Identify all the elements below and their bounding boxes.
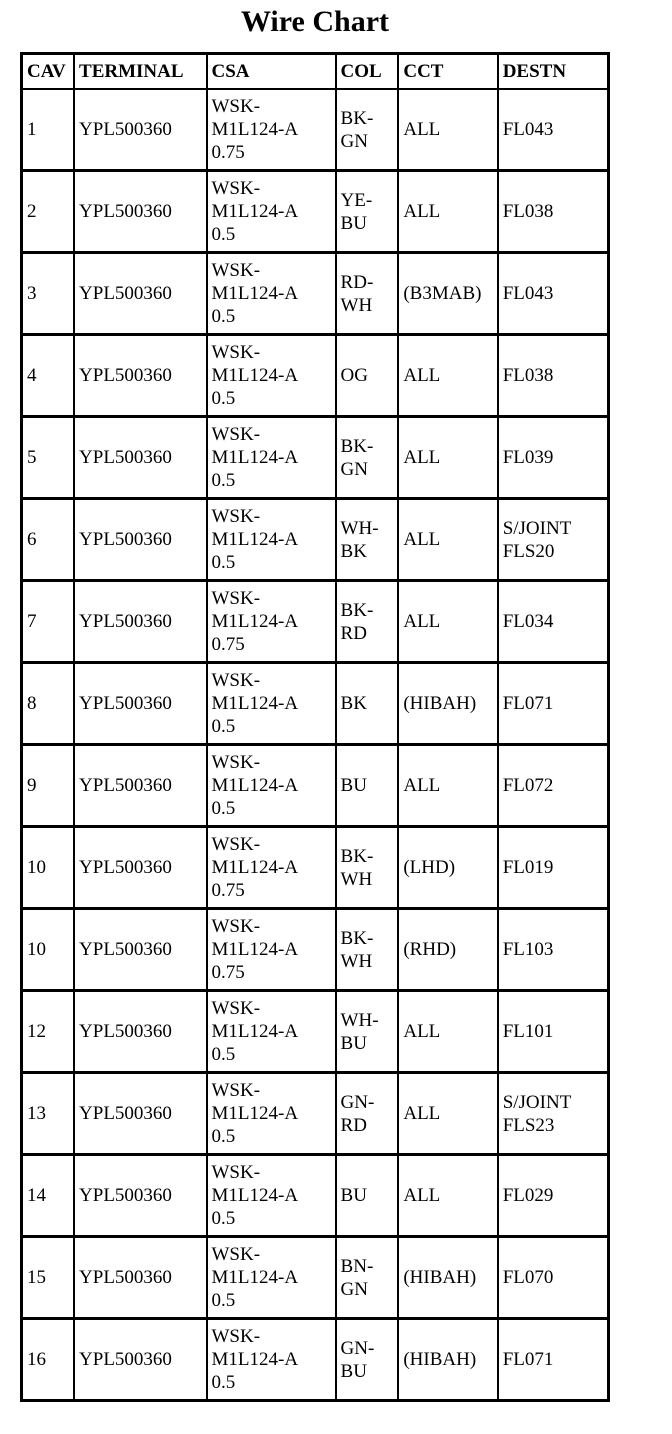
table-row <box>22 1237 609 1319</box>
cell-destn <box>498 499 609 581</box>
cell-col-text: YE- <box>340 189 373 211</box>
header-cav: CAV <box>22 54 75 90</box>
cell-csa-text: WSK- <box>211 670 261 691</box>
cell-csa-text: M1L124-A <box>211 693 299 714</box>
cell-cav <box>22 909 75 991</box>
cell-destn-text: FL039 <box>502 447 554 468</box>
cell-cav-text: 2 <box>27 201 37 222</box>
cell-terminal-text: YPL500360 <box>79 1021 172 1042</box>
cell-destn <box>498 991 609 1073</box>
cell-csa-text: 0.5 <box>211 1290 236 1311</box>
cell-csa-text: M1L124-A <box>211 1021 299 1042</box>
header-row <box>22 54 609 90</box>
cell-terminal-text: YPL500360 <box>79 775 172 796</box>
cell-cct <box>398 581 497 663</box>
cell-cav <box>22 335 75 417</box>
cell-terminal-text: YPL500360 <box>79 1103 172 1124</box>
table-row <box>22 991 609 1073</box>
table-row <box>22 89 609 171</box>
cell-cct <box>398 1237 497 1319</box>
cell-csa-text: 0.5 <box>211 1044 236 1065</box>
cell-csa-text: WSK- <box>211 1080 261 1101</box>
cell-csa-text: 0.5 <box>211 1372 236 1393</box>
cell-csa-text: M1L124-A <box>211 1103 299 1124</box>
cell-col-text: RD <box>340 622 367 644</box>
cell-col <box>336 253 399 335</box>
cell-terminal <box>74 745 206 827</box>
cell-col <box>336 417 399 499</box>
table-row <box>22 171 609 253</box>
cell-destn <box>498 1319 609 1401</box>
cell-cct-text: (B3MAB) <box>403 283 482 304</box>
cell-cav <box>22 253 75 335</box>
cell-destn-text: FL029 <box>502 1185 554 1206</box>
table-row <box>22 745 609 827</box>
cell-csa-text: 0.5 <box>211 470 236 491</box>
cell-csa-text: WSK- <box>211 998 261 1019</box>
cell-destn-text: FL103 <box>502 939 554 960</box>
cell-cct <box>398 253 497 335</box>
cell-col-text: WH- <box>340 517 379 539</box>
cell-csa-text: 0.5 <box>211 798 236 819</box>
cell-destn-text: FL038 <box>502 201 554 222</box>
cell-destn-text: FL043 <box>502 283 554 304</box>
cell-cav <box>22 171 75 253</box>
cell-cct-text: ALL <box>403 611 441 632</box>
cell-terminal <box>74 1319 206 1401</box>
cell-cct <box>398 991 497 1073</box>
cell-csa-text: M1L124-A <box>211 529 299 550</box>
cell-csa-text: 0.5 <box>211 1126 236 1147</box>
cell-cct <box>398 1319 497 1401</box>
cell-destn-text: FL070 <box>502 1267 554 1288</box>
cell-cct-text: ALL <box>403 447 441 468</box>
cell-destn <box>498 417 609 499</box>
cell-csa-text: WSK- <box>211 916 261 937</box>
cell-col-text: BU <box>340 775 367 796</box>
cell-cav-text: 4 <box>27 365 37 386</box>
header-destn: DESTN <box>498 54 609 90</box>
cell-cav-text: 10 <box>27 939 46 960</box>
cell-col <box>336 89 399 171</box>
cell-destn-text: FL019 <box>502 857 554 878</box>
cell-csa-text: M1L124-A <box>211 857 299 878</box>
cell-col-text: WH- <box>340 1009 379 1031</box>
cell-cav <box>22 1155 75 1237</box>
cell-col <box>336 581 399 663</box>
cell-csa-text: WSK- <box>211 260 261 281</box>
cell-destn-text: FL038 <box>502 365 554 386</box>
cell-col-text: BN- <box>340 1255 374 1277</box>
cell-terminal-text: YPL500360 <box>79 201 172 222</box>
cell-csa-text: WSK- <box>211 1326 261 1347</box>
cell-destn-text: FL043 <box>502 119 554 140</box>
cell-col-text: BK- <box>340 599 374 621</box>
cell-cct-text: ALL <box>403 119 441 140</box>
cell-cct <box>398 1155 497 1237</box>
cell-cav <box>22 1319 75 1401</box>
cell-csa-text: M1L124-A <box>211 611 299 632</box>
header-terminal: TERMINAL <box>74 54 206 90</box>
cell-terminal-text: YPL500360 <box>79 857 172 878</box>
cell-cct <box>398 499 497 581</box>
cell-col-text: BK- <box>340 107 374 129</box>
cell-csa-text: 0.5 <box>211 388 236 409</box>
cell-cct-text: ALL <box>403 529 441 550</box>
cell-cav-text: 12 <box>27 1021 46 1042</box>
cell-col <box>336 663 399 745</box>
cell-terminal-text: YPL500360 <box>79 447 172 468</box>
cell-cct-text: (HIBAH) <box>403 693 477 714</box>
cell-destn-text: FLS20 <box>502 540 555 562</box>
cell-cct <box>398 89 497 171</box>
cell-csa-text: WSK- <box>211 1244 261 1265</box>
cell-csa <box>207 1073 336 1155</box>
cell-col <box>336 1073 399 1155</box>
cell-col-text: BU <box>340 1185 367 1206</box>
cell-terminal <box>74 909 206 991</box>
cell-csa <box>207 909 336 991</box>
cell-cav <box>22 89 75 171</box>
cell-destn-text: FL071 <box>502 1349 554 1370</box>
cell-col-text: GN- <box>340 1337 375 1359</box>
cell-csa <box>207 581 336 663</box>
cell-destn <box>498 909 609 991</box>
cell-destn-text: FLS23 <box>502 1114 555 1136</box>
cell-csa-text: WSK- <box>211 424 261 445</box>
cell-destn <box>498 1237 609 1319</box>
cell-csa-text: M1L124-A <box>211 201 299 222</box>
cell-col-text: BK- <box>340 435 374 457</box>
cell-cct-text: (HIBAH) <box>403 1267 477 1288</box>
cell-destn <box>498 89 609 171</box>
cell-cav-text: 13 <box>27 1103 46 1124</box>
cell-cav-text: 1 <box>27 119 37 140</box>
cell-destn <box>498 253 609 335</box>
cell-terminal <box>74 1073 206 1155</box>
cell-cct <box>398 1073 497 1155</box>
cell-terminal <box>74 253 206 335</box>
cell-terminal-text: YPL500360 <box>79 1185 172 1206</box>
cell-cav <box>22 581 75 663</box>
cell-terminal <box>74 991 206 1073</box>
cell-col-text: BK <box>340 540 367 562</box>
cell-col <box>336 1319 399 1401</box>
table-body <box>22 89 609 1401</box>
cell-col <box>336 1237 399 1319</box>
cell-destn <box>498 581 609 663</box>
cell-csa-text: M1L124-A <box>211 1267 299 1288</box>
cell-csa-text: 0.75 <box>211 962 245 983</box>
cell-cav <box>22 745 75 827</box>
cell-csa <box>207 253 336 335</box>
cell-destn-text: FL101 <box>502 1021 554 1042</box>
cell-col <box>336 499 399 581</box>
cell-cct-text: (LHD) <box>403 857 456 878</box>
cell-terminal <box>74 581 206 663</box>
cell-cct-text: ALL <box>403 1185 441 1206</box>
cell-csa-text: M1L124-A <box>211 1349 299 1370</box>
cell-col-text: GN <box>340 1278 368 1300</box>
wire-chart-table <box>20 52 610 1402</box>
cell-csa <box>207 335 336 417</box>
cell-destn <box>498 1073 609 1155</box>
cell-cav-text: 15 <box>27 1267 46 1288</box>
cell-cav-text: 10 <box>27 857 46 878</box>
cell-cav-text: 7 <box>27 611 37 632</box>
cell-terminal <box>74 89 206 171</box>
cell-csa <box>207 1319 336 1401</box>
cell-destn <box>498 827 609 909</box>
page-title: Wire Chart <box>240 5 390 38</box>
cell-cav <box>22 499 75 581</box>
cell-csa-text: WSK- <box>211 1162 261 1183</box>
cell-col-text: BU <box>340 1360 367 1382</box>
cell-col-text: GN <box>340 130 368 152</box>
cell-terminal <box>74 827 206 909</box>
cell-col <box>336 335 399 417</box>
cell-terminal-text: YPL500360 <box>79 119 172 140</box>
cell-cav-text: 14 <box>27 1185 46 1206</box>
cell-destn-text: FL071 <box>502 693 554 714</box>
cell-csa-text: WSK- <box>211 588 261 609</box>
cell-terminal-text: YPL500360 <box>79 939 172 960</box>
table-row <box>22 1073 609 1155</box>
cell-csa-text: WSK- <box>211 752 261 773</box>
table-row <box>22 663 609 745</box>
cell-terminal-text: YPL500360 <box>79 283 172 304</box>
cell-cct <box>398 335 497 417</box>
cell-cct <box>398 417 497 499</box>
cell-csa-text: M1L124-A <box>211 775 299 796</box>
cell-csa-text: 0.5 <box>211 1208 236 1229</box>
cell-cct <box>398 663 497 745</box>
cell-csa-text: 0.5 <box>211 552 236 573</box>
cell-cav-text: 5 <box>27 447 37 468</box>
cell-destn <box>498 171 609 253</box>
cell-cct-text: ALL <box>403 1103 441 1124</box>
cell-csa-text: WSK- <box>211 834 261 855</box>
cell-csa <box>207 827 336 909</box>
cell-csa-text: 0.5 <box>211 306 236 327</box>
cell-cct <box>398 909 497 991</box>
cell-terminal <box>74 1237 206 1319</box>
cell-cct <box>398 827 497 909</box>
cell-cav-text: 16 <box>27 1349 46 1370</box>
cell-csa-text: WSK- <box>211 506 261 527</box>
cell-csa <box>207 745 336 827</box>
cell-csa <box>207 499 336 581</box>
cell-col-text: BU <box>340 212 367 234</box>
cell-col-text: BU <box>340 1032 367 1054</box>
cell-terminal-text: YPL500360 <box>79 693 172 714</box>
cell-destn-text: S/JOINT <box>502 517 572 539</box>
cell-csa-text: M1L124-A <box>211 1185 299 1206</box>
cell-cav-text: 6 <box>27 529 37 550</box>
cell-csa-text: 0.75 <box>211 142 245 163</box>
cell-cct-text: ALL <box>403 1021 441 1042</box>
cell-col <box>336 1155 399 1237</box>
cell-col-text: RD- <box>340 271 374 293</box>
cell-terminal-text: YPL500360 <box>79 529 172 550</box>
table-row <box>22 827 609 909</box>
cell-csa-text: M1L124-A <box>211 283 299 304</box>
cell-col-text: BK- <box>340 845 374 867</box>
cell-csa <box>207 417 336 499</box>
cell-cav <box>22 417 75 499</box>
cell-cct-text: ALL <box>403 365 441 386</box>
cell-col <box>336 909 399 991</box>
cell-destn <box>498 1155 609 1237</box>
cell-col-text: WH <box>340 294 373 316</box>
cell-col-text: OG <box>340 365 368 386</box>
cell-cav-text: 3 <box>27 283 37 304</box>
cell-terminal <box>74 417 206 499</box>
cell-destn <box>498 663 609 745</box>
cell-terminal <box>74 1155 206 1237</box>
cell-cav <box>22 1237 75 1319</box>
cell-csa <box>207 89 336 171</box>
cell-col-text: BK <box>340 693 367 714</box>
cell-col-text: BK- <box>340 927 374 949</box>
cell-destn-text: S/JOINT <box>502 1091 572 1113</box>
table-row <box>22 1155 609 1237</box>
cell-csa <box>207 1237 336 1319</box>
cell-destn <box>498 745 609 827</box>
cell-cav <box>22 1073 75 1155</box>
header-cct: CCT <box>398 54 497 90</box>
cell-terminal-text: YPL500360 <box>79 1349 172 1370</box>
cell-cct-text: ALL <box>403 201 441 222</box>
cell-destn-text: FL034 <box>502 611 554 632</box>
cell-terminal <box>74 499 206 581</box>
cell-csa-text: WSK- <box>211 342 261 363</box>
cell-csa-text: M1L124-A <box>211 939 299 960</box>
cell-csa <box>207 663 336 745</box>
cell-col <box>336 745 399 827</box>
cell-cav-text: 8 <box>27 693 37 714</box>
cell-terminal-text: YPL500360 <box>79 1267 172 1288</box>
cell-cct-text: (HIBAH) <box>403 1349 477 1370</box>
cell-col <box>336 827 399 909</box>
cell-col-text: GN <box>340 458 368 480</box>
cell-csa-text: M1L124-A <box>211 447 299 468</box>
cell-cav <box>22 827 75 909</box>
cell-col-text: WH <box>340 950 373 972</box>
cell-csa-text: M1L124-A <box>211 365 299 386</box>
header-col: COL <box>336 54 399 90</box>
cell-destn-text: FL072 <box>502 775 554 796</box>
cell-col-text: RD <box>340 1114 367 1136</box>
table-row <box>22 335 609 417</box>
table-row <box>22 581 609 663</box>
header-csa: CSA <box>207 54 336 90</box>
table-row <box>22 1319 609 1401</box>
cell-cct-text: (RHD) <box>403 939 457 960</box>
table-row <box>22 253 609 335</box>
cell-cct <box>398 745 497 827</box>
cell-cct-text: ALL <box>403 775 441 796</box>
table-row <box>22 499 609 581</box>
cell-csa-text: 0.75 <box>211 634 245 655</box>
cell-terminal <box>74 335 206 417</box>
cell-csa <box>207 991 336 1073</box>
cell-destn <box>498 335 609 417</box>
cell-csa-text: 0.75 <box>211 880 245 901</box>
cell-col-text: GN- <box>340 1091 375 1113</box>
cell-terminal <box>74 171 206 253</box>
cell-csa <box>207 1155 336 1237</box>
cell-col <box>336 991 399 1073</box>
table-row <box>22 909 609 991</box>
cell-col-text: WH <box>340 868 373 890</box>
cell-csa <box>207 171 336 253</box>
cell-terminal-text: YPL500360 <box>79 365 172 386</box>
cell-csa-text: WSK- <box>211 96 261 117</box>
cell-cav-text: 9 <box>27 775 37 796</box>
cell-terminal <box>74 663 206 745</box>
cell-cav <box>22 991 75 1073</box>
cell-col <box>336 171 399 253</box>
cell-csa-text: M1L124-A <box>211 119 299 140</box>
cell-cct <box>398 171 497 253</box>
cell-cav <box>22 663 75 745</box>
cell-csa-text: 0.5 <box>211 224 236 245</box>
cell-terminal-text: YPL500360 <box>79 611 172 632</box>
cell-csa-text: WSK- <box>211 178 261 199</box>
cell-csa-text: 0.5 <box>211 716 236 737</box>
table-row <box>22 417 609 499</box>
